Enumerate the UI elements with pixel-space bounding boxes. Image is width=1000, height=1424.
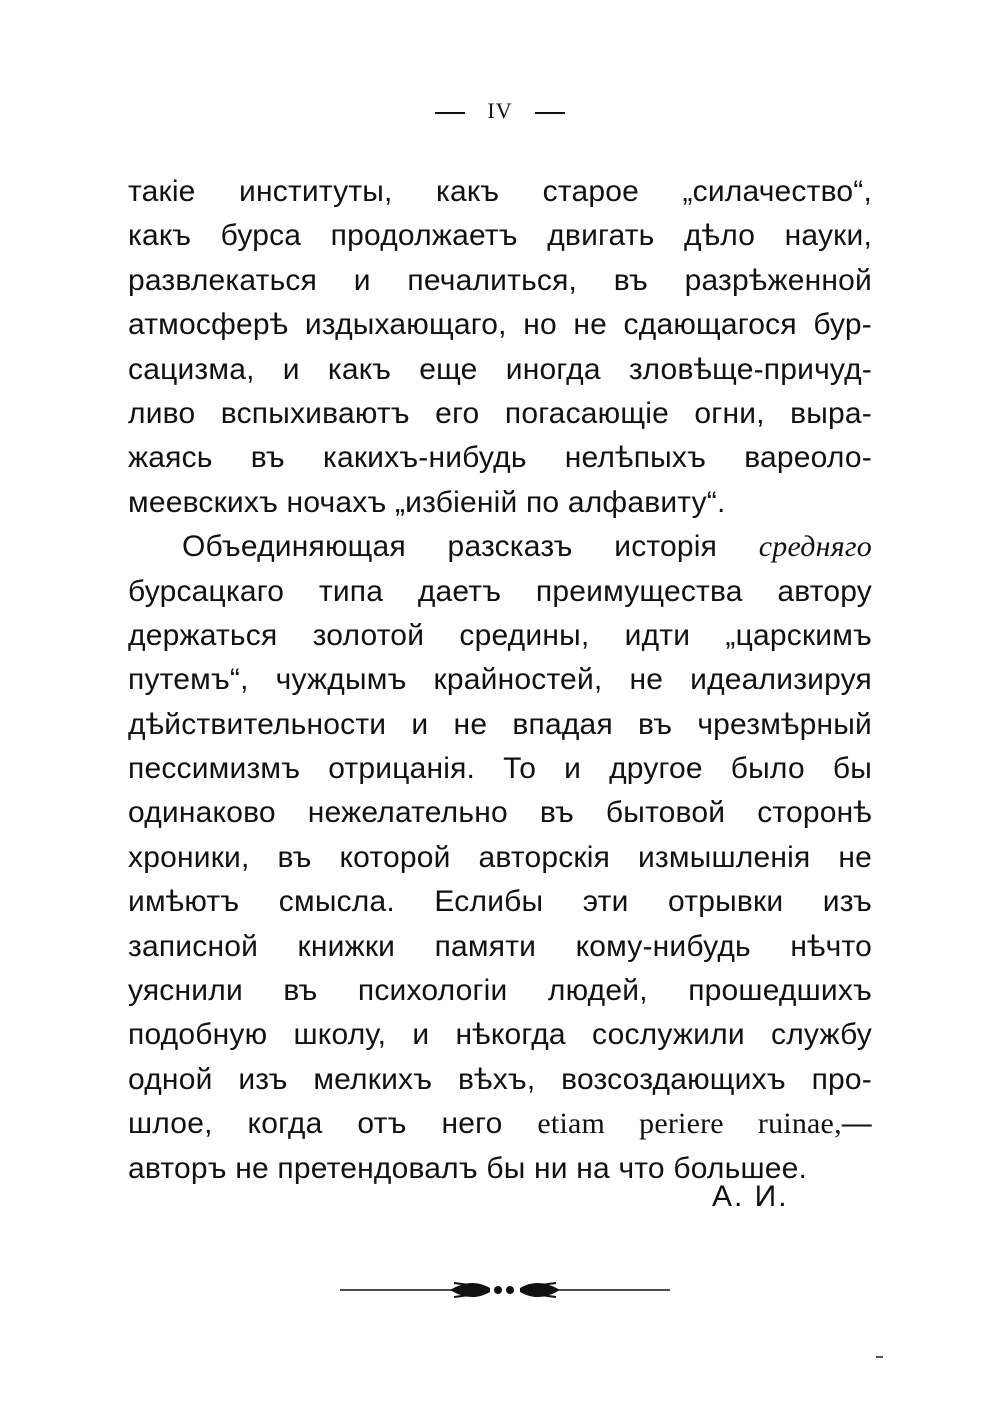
body-text (128, 170, 872, 1191)
text-line: пессимизмъ отрицанія. То и другое было бы (128, 752, 872, 786)
tailpiece-ornament-icon (340, 1275, 670, 1305)
text-line-paragraph-start (128, 525, 872, 569)
text-line: записной книжки памяти кому-нибудь нѣчто (128, 929, 872, 963)
text-fragment: — (841, 1107, 872, 1141)
text-line: атмосферѣ издыхающаго, но не сдающагося бур- (128, 308, 872, 342)
text-line: одной изъ мелкихъ вѣхъ, возсоздающихъ про- (128, 1062, 872, 1096)
text-line: какъ бурса продолжаетъ двигать дѣло науки, (128, 219, 872, 253)
text-line: одинаково нежелательно въ бытовой сторонѣ (128, 796, 872, 830)
text-line: путемъ“, чуждымъ крайностей, не идеализируя (128, 663, 872, 697)
page-number: IV (487, 98, 513, 123)
text-line: развлекаться и печалиться, въ разрѣженной (128, 263, 872, 297)
text-line: держаться золотой средины, идти „царскимъ (128, 618, 872, 652)
text-fragment: шлое, когда отъ него (128, 1107, 503, 1141)
text-line: уяснили въ психологіи людей, прошедшихъ (128, 974, 872, 1008)
text-line: меевскихъ ночахъ „избіеній по алфавиту“. (128, 485, 726, 519)
text-line: дѣйствительности и не впадая въ чрезмѣрный (128, 707, 872, 741)
author-signature: А. И. (712, 1180, 789, 1213)
page-header (0, 98, 1000, 124)
text-line: ливо вспыхиваютъ его погасающіе огни, выра- (128, 396, 872, 430)
italic-word: средняго (758, 530, 872, 564)
text-line: авторъ не претендовалъ бы ни на что большее. (128, 1151, 808, 1185)
text-line: хроники, въ которой авторскія измышленія не (128, 840, 872, 874)
text-line: бурсацкаго типа даетъ преимущества автору (128, 574, 872, 608)
text-line: подобную школу, и нѣкогда сослужили службу (128, 1018, 872, 1052)
text-line: имѣютъ смысла. Еслибы эти отрывки изъ (128, 885, 872, 919)
text-line: такіе институты, какъ старое „силачество“, (128, 175, 872, 208)
text-line-latin (128, 1102, 872, 1146)
text-line: жаясь въ какихъ-нибудь нелѣпыхъ вареоло- (128, 441, 872, 475)
header-dash-left (435, 112, 465, 114)
text-line: сацизма, и какъ еще иногда зловѣще-причуд- (128, 352, 872, 386)
text-fragment: Объединяющая разсказъ исторія (182, 530, 718, 564)
latin-phrase: etiam periere ruinae, (537, 1107, 842, 1141)
header-dash-right (535, 112, 565, 114)
print-speck (876, 1356, 883, 1358)
